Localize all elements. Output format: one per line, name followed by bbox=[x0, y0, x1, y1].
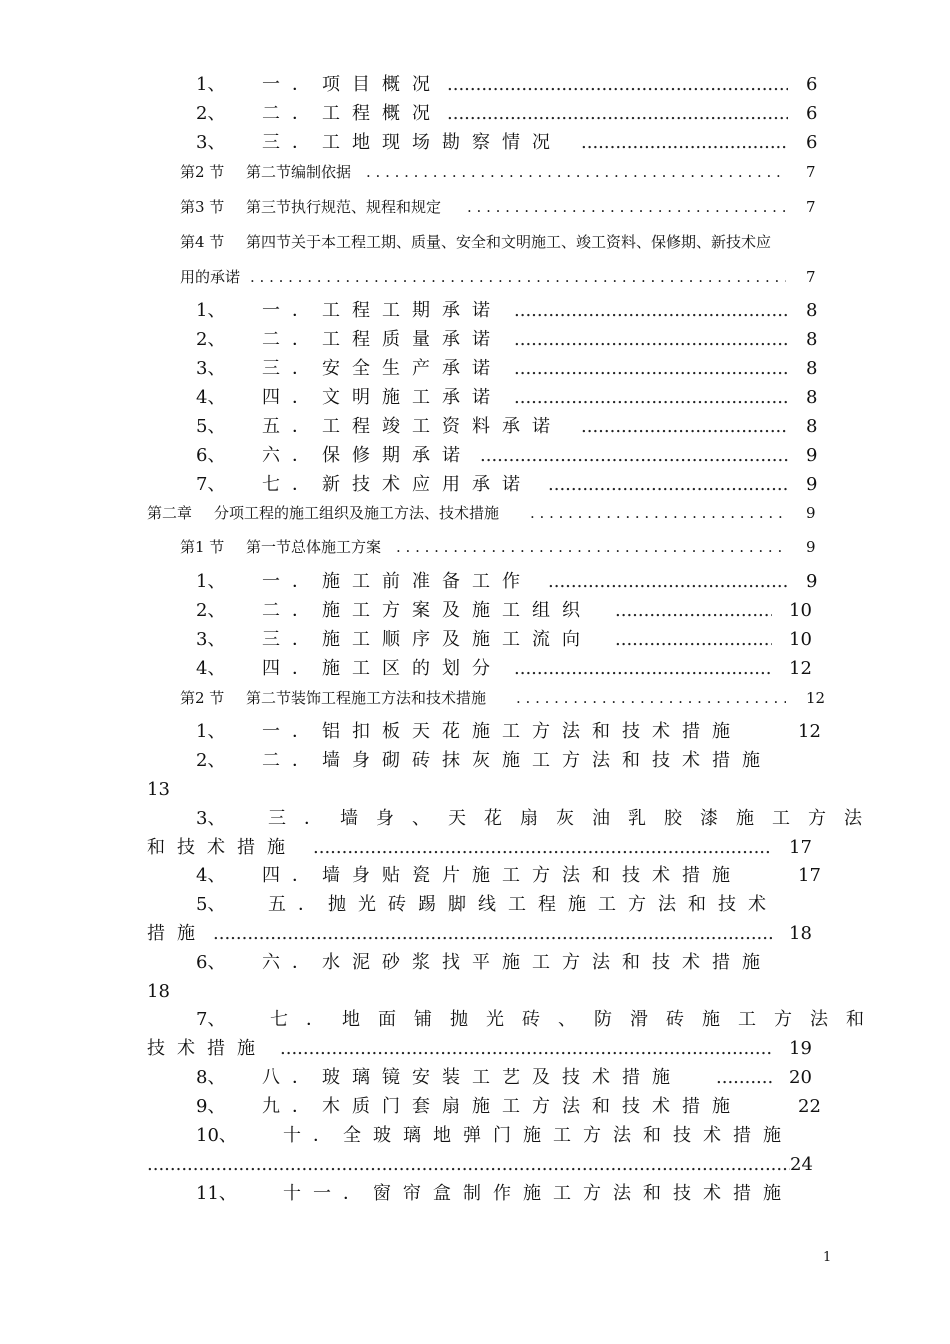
section-title: 第一节总体施工方案 bbox=[246, 538, 382, 556]
toc-section[interactable] bbox=[0, 533, 950, 561]
entry-page: 20 bbox=[789, 1067, 812, 1088]
toc-entry[interactable] bbox=[0, 862, 950, 890]
chapter-label: 第二章 bbox=[147, 504, 193, 522]
toc-entry-cont[interactable] bbox=[0, 978, 950, 1006]
entry-title: 六．保修期承诺 bbox=[262, 445, 472, 466]
toc-entry[interactable] bbox=[0, 805, 950, 833]
entry-number: 9、 bbox=[196, 1096, 226, 1117]
section-label: 第1 节 bbox=[180, 538, 225, 556]
dot-leader bbox=[366, 158, 786, 186]
entry-page: 18 bbox=[789, 923, 812, 944]
entry-number: 1、 bbox=[196, 571, 226, 592]
dot-leader bbox=[467, 193, 787, 221]
entry-number: 4、 bbox=[196, 387, 226, 408]
entry-title: 八．玻璃镜安装工艺及技术措施 bbox=[262, 1067, 682, 1088]
toc-section-cont[interactable] bbox=[0, 263, 950, 291]
toc-entry[interactable] bbox=[0, 597, 950, 625]
entry-title: 二．墙身砌砖抹灰施工方法和技术措施 bbox=[262, 750, 772, 771]
dot-leader bbox=[250, 263, 786, 291]
dot-leader bbox=[514, 326, 788, 354]
toc-entry[interactable] bbox=[0, 891, 950, 919]
section-title: 第二节编制依据 bbox=[246, 163, 352, 181]
entry-title: 七．新技术应用承诺 bbox=[262, 474, 532, 495]
dot-leader bbox=[615, 597, 772, 625]
entry-number: 5、 bbox=[196, 416, 226, 437]
toc-entry[interactable] bbox=[0, 355, 950, 383]
toc-entry[interactable] bbox=[0, 100, 950, 128]
section-page: 7 bbox=[806, 163, 816, 181]
entry-number: 2、 bbox=[196, 600, 226, 621]
toc-entry[interactable] bbox=[0, 747, 950, 775]
entry-title: 三．安全生产承诺 bbox=[262, 358, 502, 379]
entry-title: 七．地面铺抛光砖、防滑砖施工方法和 bbox=[270, 1009, 882, 1030]
entry-title: 一．铝扣板天花施工方法和技术措施 bbox=[262, 721, 742, 742]
entry-page: 17 bbox=[798, 865, 821, 886]
section-label: 第2 节 bbox=[180, 163, 225, 181]
toc-entry[interactable] bbox=[0, 1093, 950, 1121]
entry-title: 一．工程工期承诺 bbox=[262, 300, 502, 321]
dot-leader bbox=[280, 1035, 772, 1063]
toc-entry-cont[interactable] bbox=[0, 1035, 950, 1063]
toc-section[interactable] bbox=[0, 193, 950, 221]
toc-entry[interactable] bbox=[0, 297, 950, 325]
toc-section[interactable] bbox=[0, 228, 950, 256]
dot-leader bbox=[615, 626, 772, 654]
entry-page: 6 bbox=[806, 74, 818, 95]
entry-number: 11、 bbox=[196, 1183, 237, 1204]
toc-entry[interactable] bbox=[0, 129, 950, 157]
entry-page: 8 bbox=[806, 358, 818, 379]
entry-title: 一．项目概况 bbox=[262, 74, 442, 95]
entry-title: 四．施工区的划分 bbox=[262, 658, 502, 679]
entry-number: 6、 bbox=[196, 445, 226, 466]
entry-page: 19 bbox=[789, 1038, 812, 1059]
dot-leader bbox=[581, 129, 788, 157]
entry-number: 2、 bbox=[196, 329, 226, 350]
dot-leader bbox=[514, 384, 788, 412]
entry-title: 五．工程竣工资料承诺 bbox=[262, 416, 562, 437]
toc-entry[interactable] bbox=[0, 568, 950, 596]
section-label: 第2 节 bbox=[180, 689, 225, 707]
entry-number: 4、 bbox=[196, 658, 226, 679]
entry-number: 2、 bbox=[196, 103, 226, 124]
dot-leader bbox=[213, 920, 772, 948]
toc-entry-cont[interactable] bbox=[0, 776, 950, 804]
dot-leader bbox=[514, 355, 788, 383]
entry-title: 五．抛光砖踢脚线工程施工方法和技术 bbox=[268, 894, 778, 915]
entry-page: 24 bbox=[790, 1154, 813, 1175]
toc-entry[interactable] bbox=[0, 1180, 950, 1208]
entry-number: 3、 bbox=[196, 629, 226, 650]
toc-entry[interactable] bbox=[0, 1006, 950, 1034]
dot-leader bbox=[514, 655, 772, 683]
entry-page: 8 bbox=[806, 416, 818, 437]
dot-leader bbox=[581, 413, 788, 441]
dot-leader bbox=[516, 684, 786, 712]
entry-title-cont: 措施 bbox=[147, 923, 207, 944]
entry-title: 二．工程概况 bbox=[262, 103, 442, 124]
section-title: 第四节关于本工程工期、质量、安全和文明施工、竣工资料、保修期、新技术应 bbox=[246, 233, 772, 251]
entry-title: 四．墙身贴瓷片施工方法和技术措施 bbox=[262, 865, 742, 886]
toc-entry[interactable] bbox=[0, 413, 950, 441]
toc-entry[interactable] bbox=[0, 718, 950, 746]
toc-section[interactable] bbox=[0, 684, 950, 712]
entry-title: 九．木质门套扇施工方法和技术措施 bbox=[262, 1096, 742, 1117]
toc-entry[interactable] bbox=[0, 384, 950, 412]
toc-entry[interactable] bbox=[0, 1122, 950, 1150]
entry-title: 三．施工顺序及施工流向 bbox=[262, 629, 592, 650]
dot-leader bbox=[716, 1064, 772, 1092]
toc-entry[interactable] bbox=[0, 471, 950, 499]
section-title-cont: 用的承诺 bbox=[180, 268, 241, 286]
entry-page: 6 bbox=[806, 103, 818, 124]
entry-number: 3、 bbox=[196, 358, 226, 379]
toc-entry[interactable] bbox=[0, 1064, 950, 1092]
section-title: 第二节装饰工程施工方法和技术措施 bbox=[246, 689, 487, 707]
entry-title: 十．全玻璃地弹门施工方法和技术措施 bbox=[283, 1125, 793, 1146]
entry-number: 5、 bbox=[196, 894, 226, 915]
entry-number: 7、 bbox=[196, 474, 226, 495]
entry-title: 二．施工方案及施工组织 bbox=[262, 600, 592, 621]
dot-leader bbox=[548, 471, 788, 499]
dot-leader bbox=[147, 1151, 790, 1179]
section-title: 第三节执行规范、规程和规定 bbox=[246, 198, 442, 216]
entry-number: 7、 bbox=[196, 1009, 226, 1030]
dot-leader bbox=[548, 568, 788, 596]
entry-number: 2、 bbox=[196, 750, 226, 771]
toc-entry-cont[interactable] bbox=[0, 834, 950, 862]
entry-number: 6、 bbox=[196, 952, 226, 973]
toc-entry[interactable] bbox=[0, 949, 950, 977]
entry-page: 13 bbox=[147, 779, 170, 800]
entry-title: 十一．窗帘盒制作施工方法和技术措施 bbox=[283, 1183, 793, 1204]
entry-page: 18 bbox=[147, 981, 170, 1002]
dot-leader bbox=[447, 71, 788, 99]
entry-number: 8、 bbox=[196, 1067, 226, 1088]
entry-page: 8 bbox=[806, 300, 818, 321]
entry-title: 一．施工前准备工作 bbox=[262, 571, 532, 592]
chapter-title: 分项工程的施工组织及施工方法、技术措施 bbox=[214, 504, 500, 522]
entry-number: 10、 bbox=[196, 1125, 237, 1146]
entry-page: 10 bbox=[789, 629, 812, 650]
page-number: 1 bbox=[823, 1250, 832, 1265]
toc-entry[interactable] bbox=[0, 626, 950, 654]
dot-leader bbox=[480, 442, 788, 470]
entry-page: 8 bbox=[806, 329, 818, 350]
toc-entry[interactable] bbox=[0, 655, 950, 683]
entry-page: 22 bbox=[798, 1096, 821, 1117]
section-page: 12 bbox=[806, 689, 826, 707]
toc-entry[interactable] bbox=[0, 326, 950, 354]
toc-entry[interactable] bbox=[0, 71, 950, 99]
toc-chapter[interactable] bbox=[0, 499, 950, 527]
chapter-page: 9 bbox=[806, 504, 816, 522]
dot-leader bbox=[396, 533, 786, 561]
toc-section[interactable] bbox=[0, 158, 950, 186]
dot-leader bbox=[530, 499, 786, 527]
entry-page: 9 bbox=[806, 571, 818, 592]
entry-page: 6 bbox=[806, 132, 818, 153]
section-page: 7 bbox=[806, 268, 816, 286]
section-page: 9 bbox=[806, 538, 816, 556]
entry-number: 3、 bbox=[196, 132, 226, 153]
toc-entry-cont[interactable] bbox=[0, 1151, 950, 1179]
entry-title: 四．文明施工承诺 bbox=[262, 387, 502, 408]
entry-page: 9 bbox=[806, 445, 818, 466]
entry-page: 17 bbox=[789, 837, 812, 858]
dot-leader bbox=[514, 297, 788, 325]
dot-leader bbox=[313, 834, 772, 862]
entry-page: 12 bbox=[798, 721, 821, 742]
entry-title: 三．工地现场勘察情况 bbox=[262, 132, 562, 153]
section-label: 第4 节 bbox=[180, 233, 225, 251]
dot-leader bbox=[447, 100, 788, 128]
section-label: 第3 节 bbox=[180, 198, 225, 216]
toc-entry[interactable] bbox=[0, 442, 950, 470]
entry-title-cont: 和技术措施 bbox=[147, 837, 297, 858]
entry-number: 4、 bbox=[196, 865, 226, 886]
entry-page: 12 bbox=[789, 658, 812, 679]
entry-title: 二．工程质量承诺 bbox=[262, 329, 502, 350]
entry-number: 1、 bbox=[196, 300, 226, 321]
entry-title-cont: 技术措施 bbox=[147, 1038, 267, 1059]
toc-entry-cont[interactable] bbox=[0, 920, 950, 948]
entry-title: 三．墙身、天花扇灰油乳胶漆施工方法 bbox=[268, 808, 880, 829]
entry-page: 8 bbox=[806, 387, 818, 408]
entry-number: 3、 bbox=[196, 808, 226, 829]
entry-number: 1、 bbox=[196, 721, 226, 742]
entry-title: 六．水泥砂浆找平施工方法和技术措施 bbox=[262, 952, 772, 973]
section-page: 7 bbox=[806, 198, 816, 216]
entry-number: 1、 bbox=[196, 74, 226, 95]
entry-page: 9 bbox=[806, 474, 818, 495]
entry-page: 10 bbox=[789, 600, 812, 621]
